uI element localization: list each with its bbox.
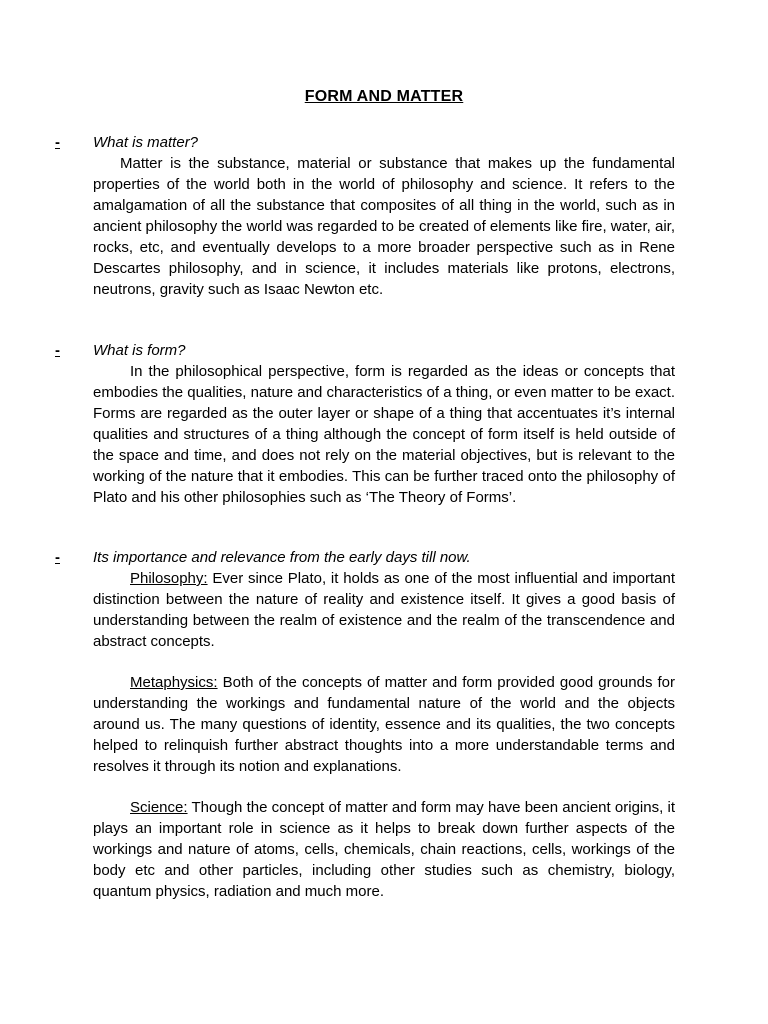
subsection-metaphysics bbox=[93, 672, 675, 777]
subsection-philosophy bbox=[93, 568, 675, 652]
section-question: What is matter? bbox=[93, 134, 199, 151]
subsection-label: Science: bbox=[130, 799, 188, 816]
section-paragraph: In the philosophical perspective, form is regarded as the ideas or concepts that embodies the qualities, nature and characteristics of a thing, or even matter to be exact. Forms are regarded as the outer layer or shape of a thing that accentuates it’s internal qualities and structures of a thing although the concept of form itself is held outside of the space and time, and does not rely on the material objectives, but is relevant to the working of the nature that it embodies. This can be further traced onto the philosophy of Plato and his other philosophies such as ‘The Theory of Forms’. bbox=[93, 363, 675, 506]
section-what-is-matter bbox=[55, 132, 675, 300]
section-question: Its importance and relevance from the early days till now. bbox=[93, 549, 471, 566]
section-question: What is form? bbox=[93, 342, 186, 359]
section-paragraph: Matter is the substance, material or substance that makes up the fundamental properties of the world both in the world of philosophy and science. It refers to the amalgamation of all the substance that composites of all thing in the world, such as in ancient philosophy the world was regarded to be created of elements like fire, water, air, rocks, etc, and eventually develops to a more broader perspective such as in Rene Descartes philosophy, and in science, it includes materials like protons, electrons, neutrons, gravity such as Isaac Newton etc. bbox=[93, 155, 675, 298]
subsection-science bbox=[93, 797, 675, 902]
section-importance bbox=[55, 547, 675, 652]
document-title: FORM AND MATTER bbox=[304, 88, 464, 105]
section-what-is-form bbox=[55, 340, 675, 508]
subsection-text: Both of the concepts of matter and form provided good grounds for understanding the workings and fundamental nature of the world and the objects around us. The many questions of identity, essence and its qualities, the two concepts helped to relinquish further abstract thoughts into a more understandable terms and resolves it through its notion and explanations. bbox=[93, 674, 675, 775]
subsection-text: Though the concept of matter and form may have been ancient origins, it plays an important role in science as it helps to break down further aspects of the workings and nature of atoms, cells, chemicals, chain reactions, cells, workings of the body etc and other particles, including other studies such as chemistry, biology, quantum physics, radiation and much more. bbox=[93, 799, 675, 900]
bullet-dash: - bbox=[55, 134, 60, 151]
bullet-dash: - bbox=[55, 342, 60, 359]
bullet-dash: - bbox=[55, 549, 60, 566]
subsection-science-block bbox=[93, 797, 675, 902]
subsection-metaphysics-block bbox=[93, 672, 675, 777]
subsection-text: Ever since Plato, it holds as one of the most influential and important distinction between the nature of reality and existence itself. It gives a good basis of understanding between the realm of existence and the realm of the transcendence and abstract concepts. bbox=[93, 570, 675, 650]
subsection-label: Philosophy: bbox=[130, 570, 208, 587]
subsection-label: Metaphysics: bbox=[130, 674, 218, 691]
